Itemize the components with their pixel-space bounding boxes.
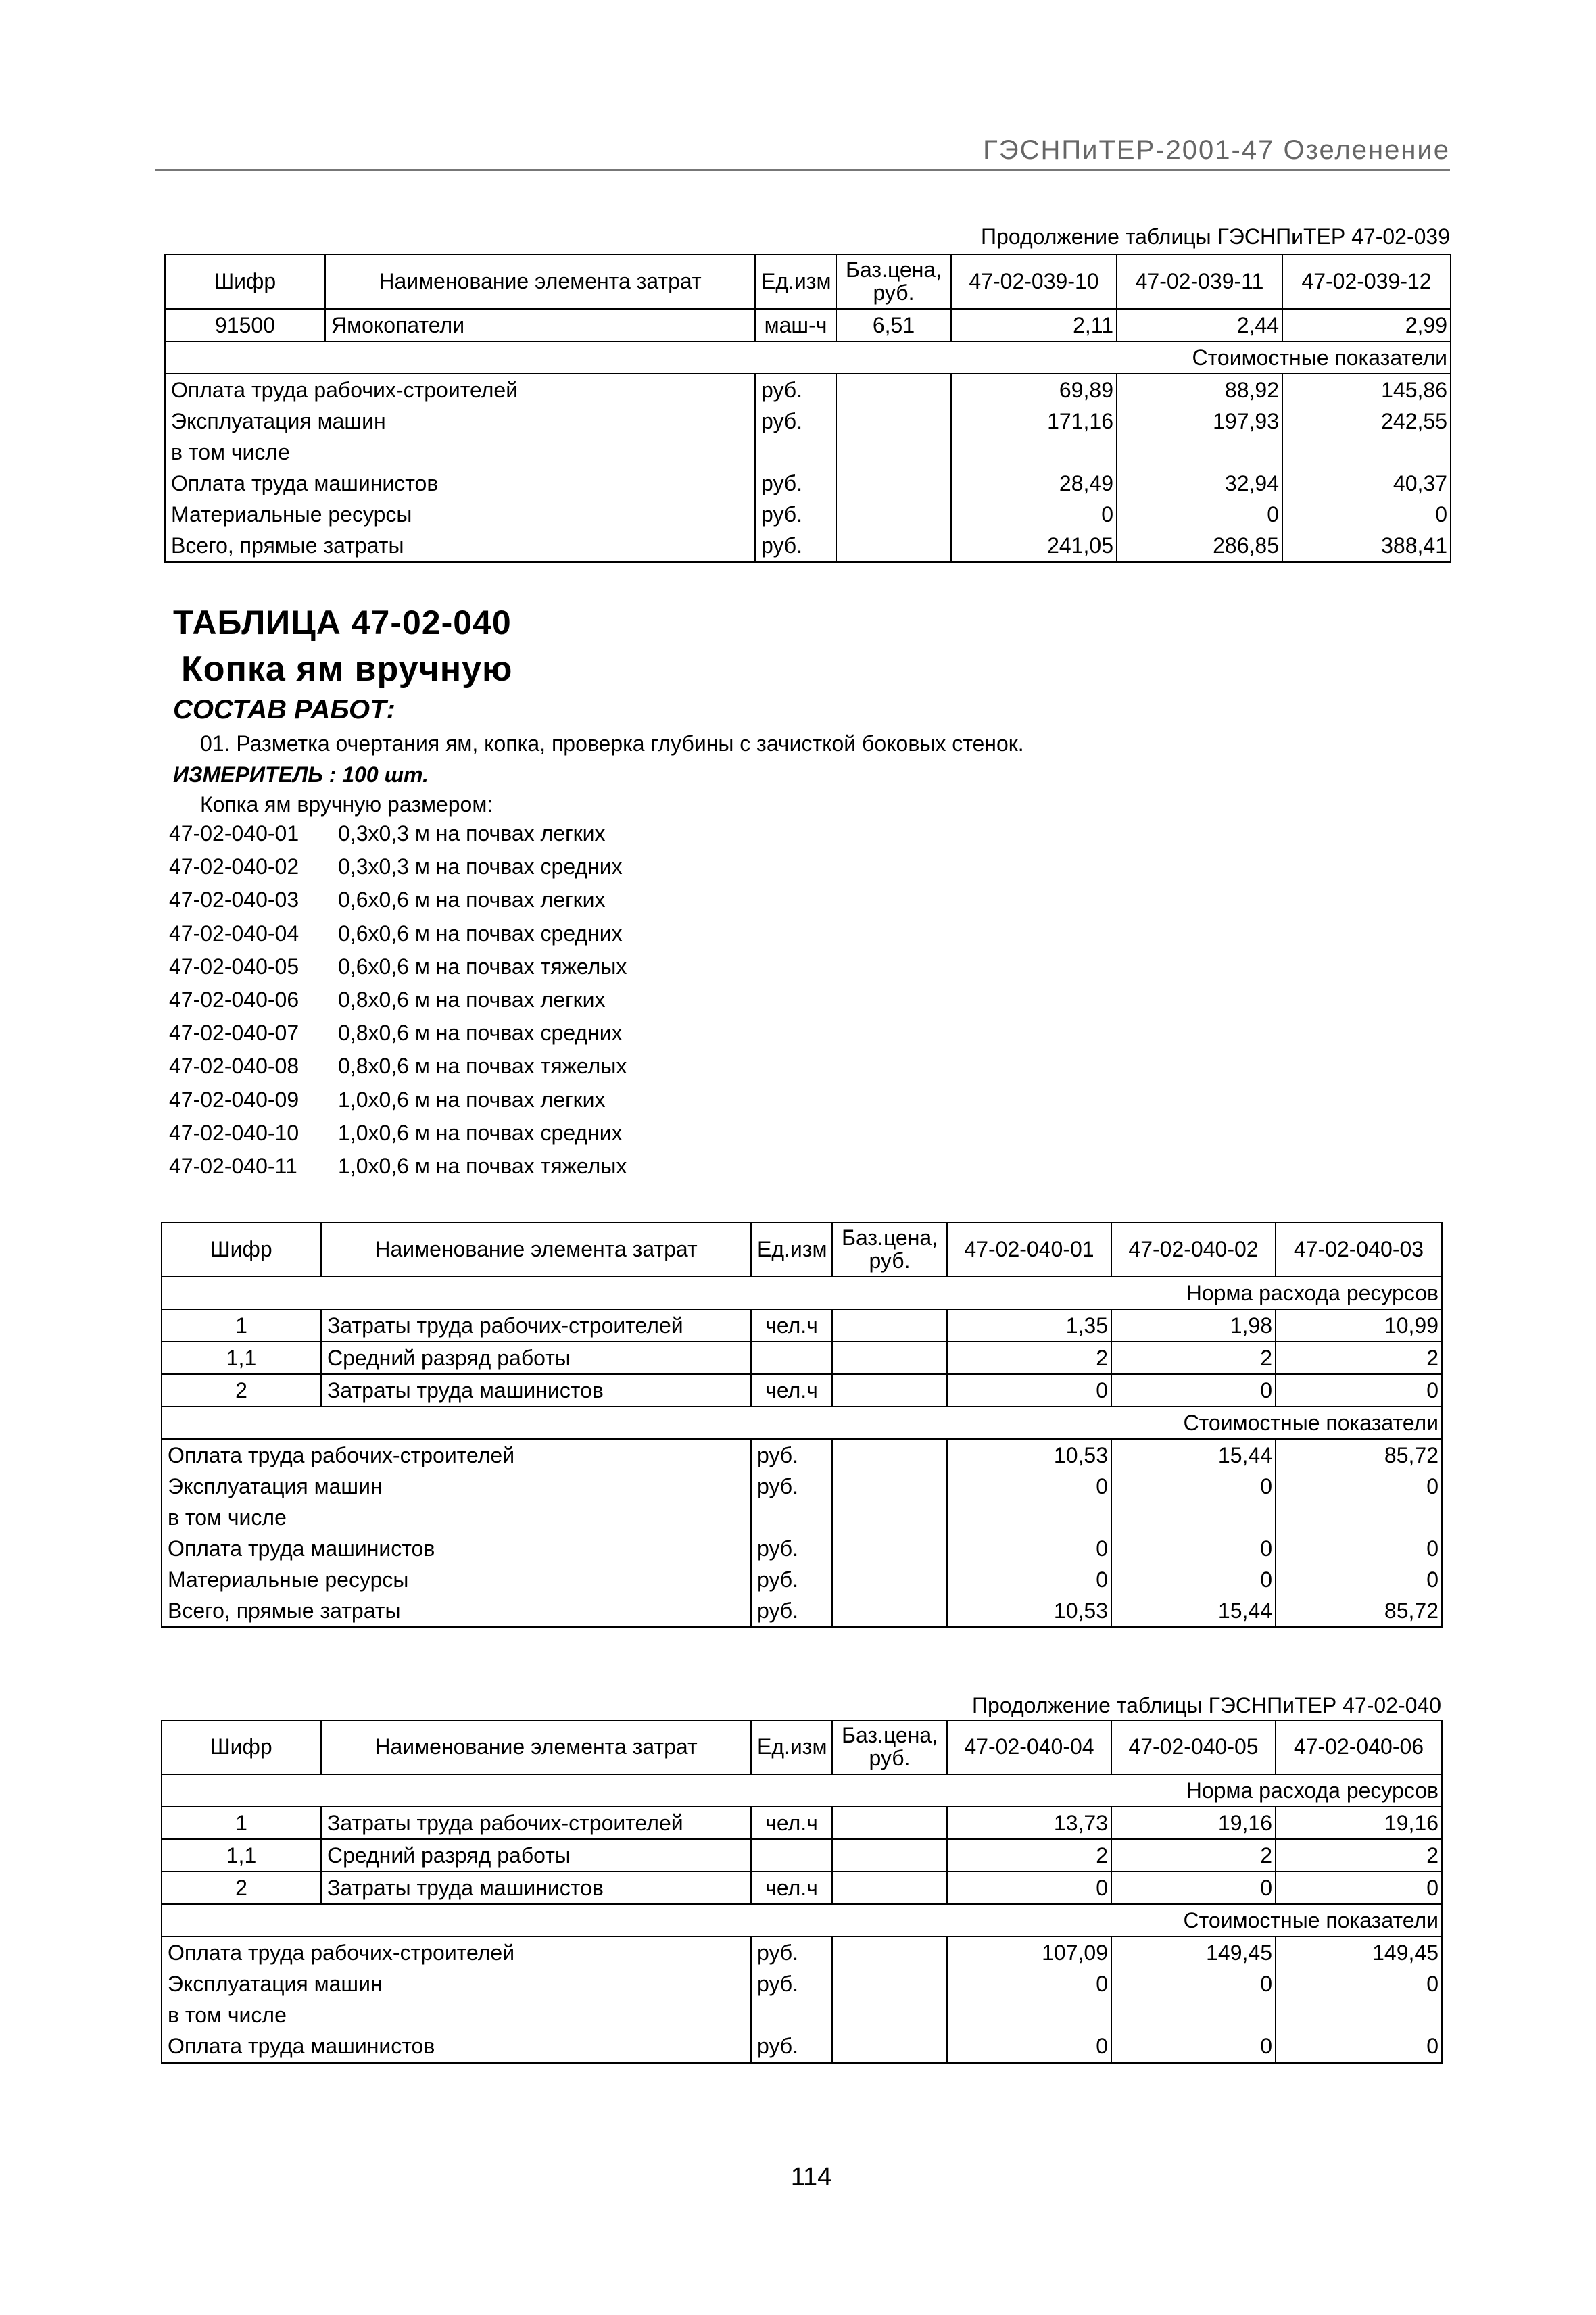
list-item bbox=[169, 821, 627, 854]
resource-code: 1,1 bbox=[162, 1342, 321, 1374]
summary-label: Оплата труда машинистов bbox=[162, 1533, 751, 1564]
item-code: 47-02-040-08 bbox=[169, 1054, 299, 1079]
col-rate-header: 47-02-040-06 bbox=[1276, 1720, 1442, 1774]
summary-value: 15,44 bbox=[1111, 1595, 1276, 1628]
table-row bbox=[165, 468, 1451, 499]
table3-caption: Продолжение таблицы ГЭСНПиТЕР 47-02-040 bbox=[972, 1693, 1441, 1717]
col-code-header: Шифр bbox=[165, 255, 325, 309]
resource-value: 19,16 bbox=[1276, 1807, 1442, 1839]
table-row bbox=[165, 406, 1451, 437]
col-name-header: Наименование элемента затрат bbox=[325, 255, 755, 309]
summary-unit: руб. bbox=[751, 1533, 832, 1564]
item-desc: 0,3х0,3 м на почвах средних bbox=[338, 854, 623, 879]
item-desc: 0,3х0,3 м на почвах легких bbox=[338, 821, 606, 846]
summary-label: Материальные ресурсы bbox=[165, 499, 755, 530]
table-row bbox=[162, 1564, 1442, 1595]
summary-label: Эксплуатация машин bbox=[165, 406, 755, 437]
summary-value: 0 bbox=[1282, 499, 1451, 530]
summary-value: 0 bbox=[1276, 2030, 1442, 2063]
list-item bbox=[169, 854, 627, 887]
summary-label: Эксплуатация машин bbox=[162, 1471, 751, 1502]
machine-code: 91500 bbox=[165, 309, 325, 341]
resource-unit: чел.ч bbox=[751, 1374, 832, 1407]
col-price-header: Баз.цена, руб. bbox=[832, 1720, 947, 1774]
resource-value: 2 bbox=[1111, 1839, 1276, 1872]
table-row bbox=[162, 1342, 1442, 1374]
table-title: ТАБЛИЦА 47-02-040 bbox=[173, 604, 512, 641]
resource-value: 2 bbox=[947, 1839, 1111, 1872]
summary-value: 85,72 bbox=[1276, 1439, 1442, 1471]
summary-value: 88,92 bbox=[1117, 374, 1282, 406]
table1 bbox=[164, 254, 1451, 563]
meter: ИЗМЕРИТЕЛЬ : 100 шт. bbox=[173, 762, 429, 787]
summary-value: 149,45 bbox=[1276, 1936, 1442, 1968]
summary-label: в том числе bbox=[165, 437, 755, 468]
item-desc: 0,6х0,6 м на почвах легких bbox=[338, 887, 606, 912]
resource-value: 0 bbox=[947, 1872, 1111, 1904]
table-row bbox=[162, 1872, 1442, 1904]
item-code: 47-02-040-03 bbox=[169, 887, 299, 912]
col-unit-header: Ед.изм bbox=[751, 1223, 832, 1277]
page-number: 114 bbox=[790, 2163, 832, 2191]
col-code-header: Шифр bbox=[162, 1223, 321, 1277]
list-item bbox=[169, 954, 627, 988]
item-desc: 1,0х0,6 м на почвах средних bbox=[338, 1120, 623, 1145]
resource-name: Затраты труда рабочих-строителей bbox=[321, 1807, 751, 1839]
summary-unit: руб. bbox=[751, 2030, 832, 2063]
machine-price: 6,51 bbox=[836, 309, 951, 341]
col-rate-header: 47-02-040-04 bbox=[947, 1720, 1111, 1774]
summary-label: в том числе bbox=[162, 1999, 751, 2030]
col-unit-header: Ед.изм bbox=[751, 1720, 832, 1774]
resource-value: 0 bbox=[947, 1374, 1111, 1407]
resource-value: 2 bbox=[1276, 1839, 1442, 1872]
col-rate-header: 47-02-039-10 bbox=[951, 255, 1117, 309]
code-list bbox=[169, 821, 627, 1187]
summary-value: 0 bbox=[1111, 2030, 1276, 2063]
list-item bbox=[169, 921, 627, 954]
summary-value: 0 bbox=[1111, 1564, 1276, 1595]
summary-value: 0 bbox=[1111, 1471, 1276, 1502]
summary-value: 85,72 bbox=[1276, 1595, 1442, 1628]
table2 bbox=[161, 1222, 1443, 1628]
summary-unit: руб. bbox=[755, 530, 836, 562]
table-row bbox=[162, 1999, 1442, 2030]
resource-value: 0 bbox=[1111, 1374, 1276, 1407]
machine-value: 2,44 bbox=[1117, 309, 1282, 341]
summary-value: 241,05 bbox=[951, 530, 1117, 562]
summary-label: Эксплуатация машин bbox=[162, 1968, 751, 1999]
resource-code: 1 bbox=[162, 1807, 321, 1839]
resource-name: Затраты труда рабочих-строителей bbox=[321, 1309, 751, 1342]
list-item bbox=[169, 887, 627, 921]
resource-value: 2 bbox=[1276, 1342, 1442, 1374]
item-code: 47-02-040-01 bbox=[169, 821, 299, 846]
resource-value: 2 bbox=[1111, 1342, 1276, 1374]
norm-label: Норма расхода ресурсов bbox=[162, 1774, 1442, 1807]
machine-value: 2,11 bbox=[951, 309, 1117, 341]
section-label: Стоимостные показатели bbox=[165, 341, 1451, 374]
intro-text: Копка ям вручную размером: bbox=[200, 792, 493, 817]
resource-name: Затраты труда машинистов bbox=[321, 1374, 751, 1407]
resource-value: 0 bbox=[1111, 1872, 1276, 1904]
summary-value: 388,41 bbox=[1282, 530, 1451, 562]
summary-label: Материальные ресурсы bbox=[162, 1564, 751, 1595]
col-name-header: Наименование элемента затрат bbox=[321, 1223, 751, 1277]
norm-label: Норма расхода ресурсов bbox=[162, 1277, 1442, 1309]
resource-value: 19,16 bbox=[1111, 1807, 1276, 1839]
work-heading: СОСТАВ РАБОТ: bbox=[173, 695, 395, 725]
summary-value: 107,09 bbox=[947, 1936, 1111, 1968]
summary-value: 145,86 bbox=[1282, 374, 1451, 406]
summary-unit: руб. bbox=[751, 1471, 832, 1502]
table-row bbox=[162, 1439, 1442, 1471]
summary-value: 0 bbox=[1111, 1968, 1276, 1999]
col-rate-header: 47-02-040-03 bbox=[1276, 1223, 1442, 1277]
summary-value: 0 bbox=[947, 1533, 1111, 1564]
col-rate-header: 47-02-039-11 bbox=[1117, 255, 1282, 309]
summary-value: 0 bbox=[1276, 1533, 1442, 1564]
summary-label: Всего, прямые затраты bbox=[162, 1595, 751, 1628]
summary-value: 0 bbox=[947, 1968, 1111, 1999]
resource-code: 2 bbox=[162, 1872, 321, 1904]
item-code: 47-02-040-07 bbox=[169, 1021, 299, 1046]
section-label: Стоимостные показатели bbox=[162, 1904, 1442, 1936]
table-row bbox=[162, 1533, 1442, 1564]
summary-unit: руб. bbox=[751, 1968, 832, 1999]
table-row bbox=[162, 1502, 1442, 1533]
summary-value: 242,55 bbox=[1282, 406, 1451, 437]
summary-label: Оплата труда рабочих-строителей bbox=[165, 374, 755, 406]
resource-unit: чел.ч bbox=[751, 1807, 832, 1839]
table-row bbox=[162, 1839, 1442, 1872]
summary-value: 149,45 bbox=[1111, 1936, 1276, 1968]
list-item bbox=[169, 1054, 627, 1087]
machine-value: 2,99 bbox=[1282, 309, 1451, 341]
summary-label: Всего, прямые затраты bbox=[165, 530, 755, 562]
table1-caption: Продолжение таблицы ГЭСНПиТЕР 47-02-039 bbox=[981, 224, 1450, 249]
table-row bbox=[162, 1807, 1442, 1839]
item-code: 47-02-040-04 bbox=[169, 921, 299, 946]
table-row bbox=[162, 1471, 1442, 1502]
table-row bbox=[162, 2030, 1442, 2063]
table3 bbox=[161, 1720, 1443, 2064]
resource-value: 10,99 bbox=[1276, 1309, 1442, 1342]
item-code: 47-02-040-10 bbox=[169, 1120, 299, 1145]
summary-label: Оплата труда рабочих-строителей bbox=[162, 1439, 751, 1471]
item-desc: 0,8х0,6 м на почвах тяжелых bbox=[338, 1054, 627, 1079]
summary-unit: руб. bbox=[751, 1564, 832, 1595]
machine-name: Ямокопатели bbox=[325, 309, 755, 341]
item-desc: 0,6х0,6 м на почвах тяжелых bbox=[338, 954, 627, 979]
table-row bbox=[162, 1374, 1442, 1407]
table-row bbox=[165, 309, 1451, 341]
summary-value: 0 bbox=[1276, 1471, 1442, 1502]
summary-label: в том числе bbox=[162, 1502, 751, 1533]
item-code: 47-02-040-02 bbox=[169, 854, 299, 879]
summary-value: 0 bbox=[1276, 1968, 1442, 1999]
machine-unit: маш-ч bbox=[755, 309, 836, 341]
col-name-header: Наименование элемента затрат bbox=[321, 1720, 751, 1774]
summary-label: Оплата труда машинистов bbox=[165, 468, 755, 499]
col-rate-header: 47-02-040-05 bbox=[1111, 1720, 1276, 1774]
summary-unit: руб. bbox=[755, 468, 836, 499]
table-row bbox=[165, 530, 1451, 562]
col-code-header: Шифр bbox=[162, 1720, 321, 1774]
summary-value: 69,89 bbox=[951, 374, 1117, 406]
item-code: 47-02-040-05 bbox=[169, 954, 299, 979]
resource-unit: чел.ч bbox=[751, 1309, 832, 1342]
summary-value: 0 bbox=[1117, 499, 1282, 530]
item-desc: 0,8х0,6 м на почвах легких bbox=[338, 987, 606, 1012]
summary-value: 0 bbox=[1276, 1564, 1442, 1595]
table-row bbox=[162, 1309, 1442, 1342]
resource-value: 2 bbox=[947, 1342, 1111, 1374]
work-item: 01. Разметка очертания ям, копка, проверка глубины с зачисткой боковых стенок. bbox=[200, 731, 1024, 756]
table-row bbox=[165, 499, 1451, 530]
summary-unit: руб. bbox=[755, 374, 836, 406]
section-label: Стоимостные показатели bbox=[162, 1407, 1442, 1439]
item-desc: 1,0х0,6 м на почвах легких bbox=[338, 1087, 606, 1112]
col-unit-header: Ед.изм bbox=[755, 255, 836, 309]
summary-value: 10,53 bbox=[947, 1595, 1111, 1628]
resource-code: 2 bbox=[162, 1374, 321, 1407]
summary-value: 15,44 bbox=[1111, 1439, 1276, 1471]
summary-value: 0 bbox=[947, 1564, 1111, 1595]
summary-value: 0 bbox=[947, 2030, 1111, 2063]
summary-value: 40,37 bbox=[1282, 468, 1451, 499]
summary-label: Оплата труда машинистов bbox=[162, 2030, 751, 2063]
item-code: 47-02-040-11 bbox=[169, 1153, 297, 1178]
resource-unit: чел.ч bbox=[751, 1872, 832, 1904]
item-desc: 0,8х0,6 м на почвах средних bbox=[338, 1021, 623, 1046]
col-rate-header: 47-02-040-02 bbox=[1111, 1223, 1276, 1277]
table-row bbox=[162, 1968, 1442, 1999]
summary-value: 0 bbox=[947, 1471, 1111, 1502]
summary-value: 171,16 bbox=[951, 406, 1117, 437]
resource-value: 1,35 bbox=[947, 1309, 1111, 1342]
resource-code: 1 bbox=[162, 1309, 321, 1342]
col-rate-header: 47-02-039-12 bbox=[1282, 255, 1451, 309]
table-row bbox=[165, 437, 1451, 468]
summary-value: 32,94 bbox=[1117, 468, 1282, 499]
summary-unit: руб. bbox=[751, 1936, 832, 1968]
list-item bbox=[169, 1088, 627, 1121]
item-code: 47-02-040-09 bbox=[169, 1087, 299, 1112]
summary-label: Оплата труда рабочих-строителей bbox=[162, 1936, 751, 1968]
summary-unit: руб. bbox=[755, 406, 836, 437]
resource-name: Средний разряд работы bbox=[321, 1839, 751, 1872]
summary-value: 0 bbox=[1111, 1533, 1276, 1564]
summary-value: 197,93 bbox=[1117, 406, 1282, 437]
col-price-header: Баз.цена, руб. bbox=[836, 255, 951, 309]
table-row bbox=[162, 1936, 1442, 1968]
resource-name: Средний разряд работы bbox=[321, 1342, 751, 1374]
summary-value: 286,85 bbox=[1117, 530, 1282, 562]
resource-value: 0 bbox=[1276, 1374, 1442, 1407]
resource-value: 1,98 bbox=[1111, 1309, 1276, 1342]
running-header bbox=[155, 135, 1450, 171]
summary-unit: руб. bbox=[751, 1439, 832, 1471]
list-item bbox=[169, 1021, 627, 1054]
resource-name: Затраты труда машинистов bbox=[321, 1872, 751, 1904]
item-code: 47-02-040-06 bbox=[169, 987, 299, 1012]
item-desc: 0,6х0,6 м на почвах средних bbox=[338, 921, 623, 946]
table-row bbox=[162, 1595, 1442, 1628]
col-rate-header: 47-02-040-01 bbox=[947, 1223, 1111, 1277]
item-desc: 1,0х0,6 м на почвах тяжелых bbox=[338, 1153, 627, 1178]
col-price-header: Баз.цена, руб. bbox=[832, 1223, 947, 1277]
summary-value: 10,53 bbox=[947, 1439, 1111, 1471]
resource-code: 1,1 bbox=[162, 1839, 321, 1872]
resource-value: 0 bbox=[1276, 1872, 1442, 1904]
running-title: ГЭСНПиТЕР-2001-47 Озеленение bbox=[983, 135, 1450, 165]
list-item bbox=[169, 1154, 627, 1187]
table-row bbox=[165, 374, 1451, 406]
summary-value: 28,49 bbox=[951, 468, 1117, 499]
list-item bbox=[169, 1121, 627, 1154]
table-subtitle: Копка ям вручную bbox=[181, 650, 513, 689]
summary-unit: руб. bbox=[755, 499, 836, 530]
resource-value: 13,73 bbox=[947, 1807, 1111, 1839]
summary-unit: руб. bbox=[751, 1595, 832, 1628]
summary-value: 0 bbox=[951, 499, 1117, 530]
list-item bbox=[169, 988, 627, 1021]
